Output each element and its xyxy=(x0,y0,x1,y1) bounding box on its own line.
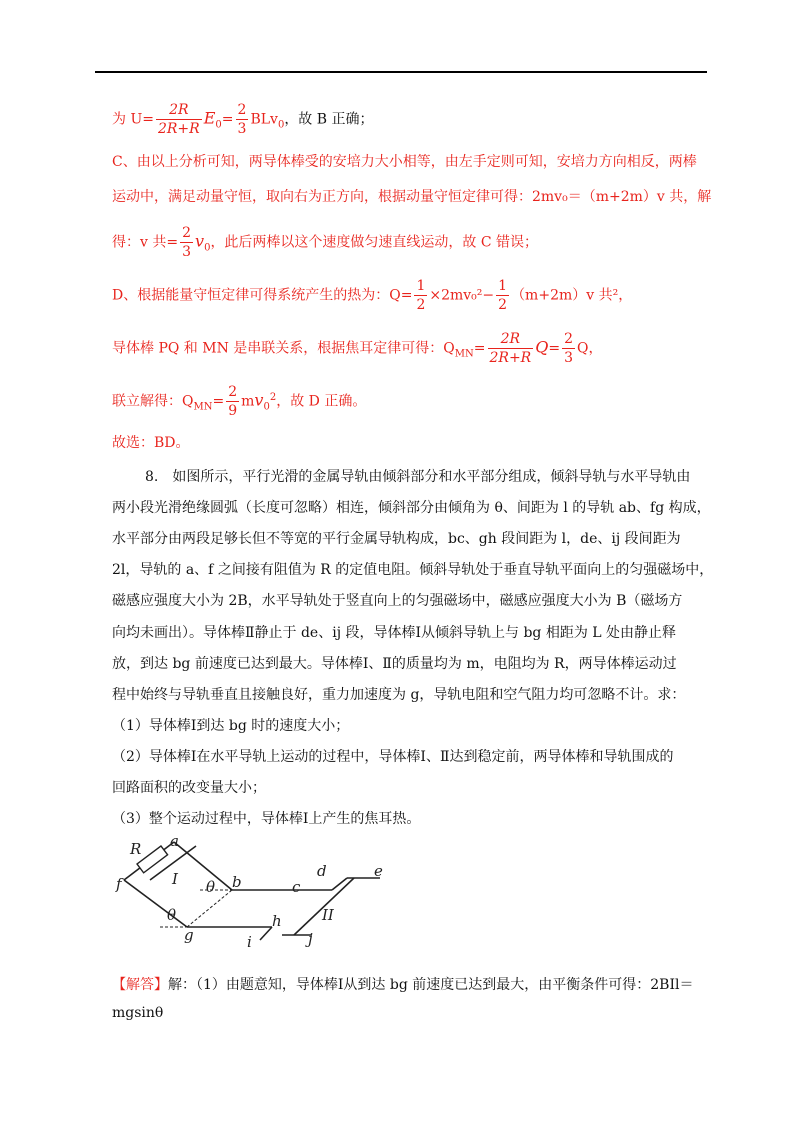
answer-line-qmn: 导体棒 PQ 和 MN 是串联关系，根据焦耳定律可得：$Q_{MN}=$ $\frac{2R}{2R+R}$ Q= $\frac{2}{3}$ Q， xyxy=(112,331,603,366)
label-i: i xyxy=(247,933,252,950)
question-line: 8. 如图所示，平行光滑的金属导轨由倾斜部分和水平部分组成，倾斜导轨与水平导轨由 xyxy=(145,469,691,485)
sub-question-3: （3）整个运动过程中，导体棒Ⅰ上产生的焦耳热。 xyxy=(112,811,421,827)
sub-question-2-cont: 回路面积的改变量大小； xyxy=(112,780,266,796)
label-e: e xyxy=(374,862,383,880)
answer-line-solve: 联立解得：$Q_{MN}=$ $\frac{2}{9}$ $mv_0^2$，故 D 正确。 xyxy=(112,384,367,419)
question-line: 向均未画出）。导体棒Ⅱ静止于 de、ij 段，导体棒Ⅰ从倾斜导轨上与 bg 相距为 L 处由静止释 xyxy=(112,625,677,641)
label-f: f xyxy=(116,875,122,893)
answer-choice: 故选：BD。 xyxy=(112,435,190,451)
answer-start: 【解答】解：（1）由题意知，导体棒Ⅰ从到达 bg 前速度已达到最大，由平衡条件可得：2BIl＝ xyxy=(112,977,694,993)
answer-line-c2: 运动中，满足动量守恒，取向右为正方向，根据动量守恒定律可得：2mv₀＝（m+2m）v 共，解 xyxy=(112,189,712,205)
label-h: h xyxy=(272,912,282,930)
label-d: d xyxy=(317,862,327,880)
rail-diagram xyxy=(112,832,402,950)
label-b: b xyxy=(232,873,242,891)
rail-cd xyxy=(332,878,347,890)
label-R: R xyxy=(130,840,142,858)
label-rod-II: II xyxy=(322,906,334,924)
question-line: 两小段光滑绝缘圆弧（长度可忽略）相连，倾斜部分由倾角为 θ、间距为 l 的导轨 ab、fg 构成， xyxy=(112,500,711,516)
resistor xyxy=(137,846,168,873)
sub-question-1: （1）导体棒Ⅰ到达 bg 时的速度大小； xyxy=(112,718,350,734)
label-theta-bottom: θ xyxy=(167,906,177,924)
label-a: a xyxy=(170,832,179,850)
label-theta-top: θ xyxy=(206,878,216,896)
label-c: c xyxy=(292,878,301,896)
answer-line-vco: 得：v 共= $\frac{2}{3}$ $v_0$，此后两棒以这个速度做匀速直线运动，故 C 错误； xyxy=(112,225,539,260)
question-line: 2l，导轨的 a、f 之间接有阻值为 R 的定值电阻。倾斜导轨处于垂直导轨平面向上的匀强磁场中， xyxy=(112,562,714,578)
answer-cont: mgsinθ xyxy=(112,1005,164,1021)
question-line: 放，到达 bg 前速度已达到最大。导体棒Ⅰ、Ⅱ的质量均为 m，电阻均为 R，两导体棒运动过 xyxy=(112,656,677,672)
answer-line-c1: C、由以上分析可知，两导体棒受的安培力大小相等，由左手定则可知，安培力方向相反，两棒 xyxy=(112,154,697,170)
header-rule xyxy=(95,71,707,73)
answer-line-d: D、根据能量守恒定律可得系统产生的热为：Q= $\frac{1}{2}$ ×2mv₀²− $\frac{1}{2}$ （m+2m）v 共²， xyxy=(112,278,633,313)
answer-line-u: 为 U= $\frac{2R}{2R+R}$ $E_0=$ $\frac{2}{3}$ BLv$_0$，故 B 正确； xyxy=(112,102,374,137)
question-line: 程中始终与导轨垂直且接触良好，重力加速度为 g，导轨电阻和空气阻力均可忽略不计。求： xyxy=(112,687,686,703)
sub-question-2: （2）导体棒Ⅰ在水平导轨上运动的过程中，导体棒Ⅰ、Ⅱ达到稳定前，两导体棒和导轨围成的 xyxy=(112,749,674,765)
label-g: g xyxy=(184,926,194,944)
rail-ab xyxy=(174,842,232,890)
label-j: j xyxy=(308,930,313,948)
question-line: 磁感应强度大小为 2B，水平导轨处于竖直向上的匀强磁场中，磁感应强度大小为 B（磁场方 xyxy=(112,593,683,609)
rail-hi xyxy=(260,927,272,940)
question-line: 水平部分由两段足够长但不等宽的平行金属导轨构成，bc、gh 段间距为 l，de、ij 段间距为 xyxy=(112,531,681,547)
label-rod-I: I xyxy=(172,870,178,888)
